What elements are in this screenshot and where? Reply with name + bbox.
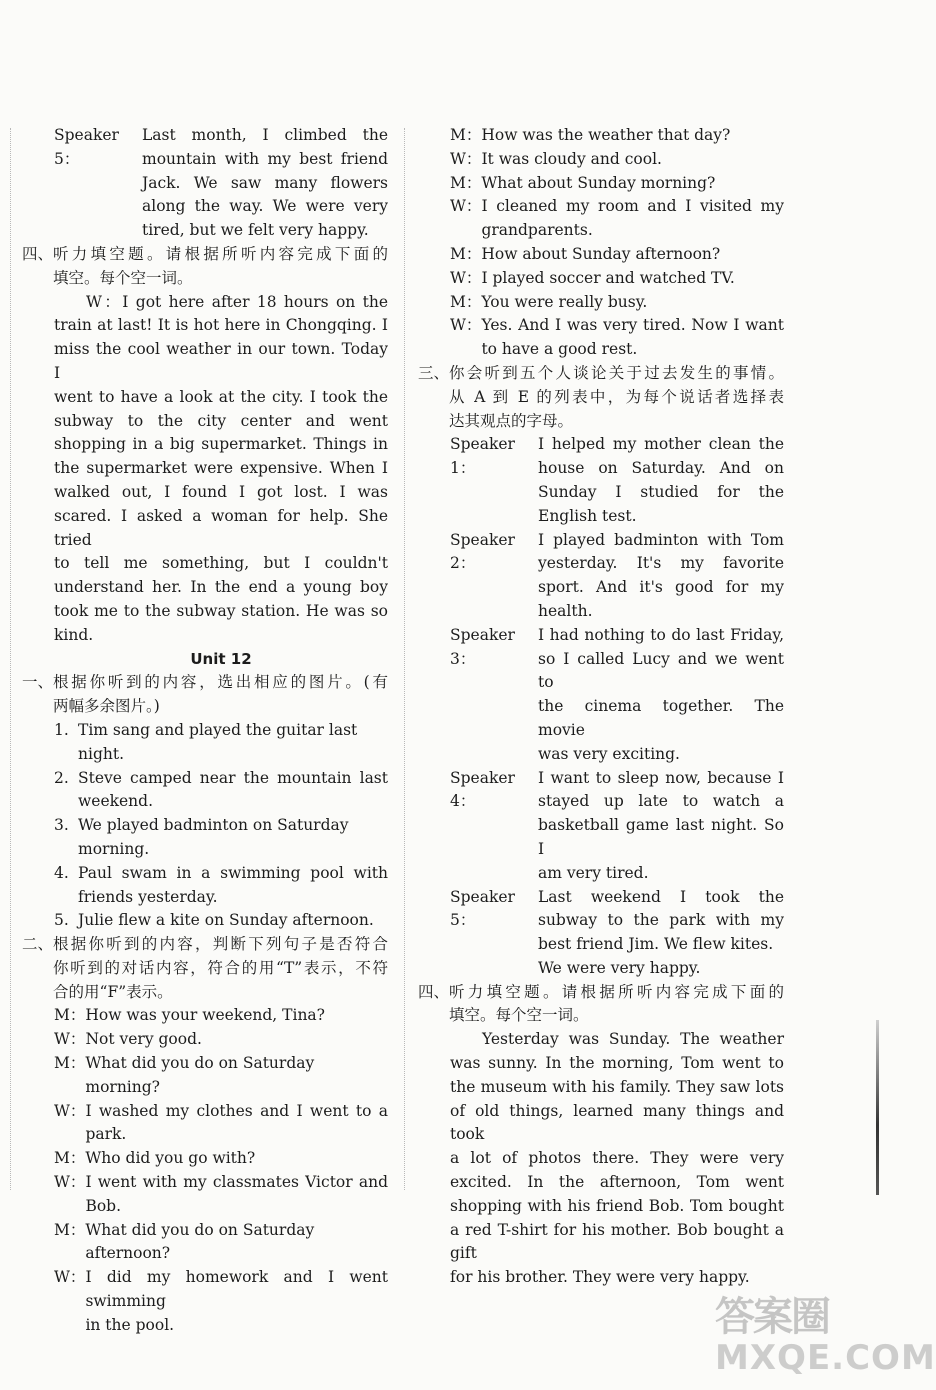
dialogue-line: M： What about Sunday morning? bbox=[450, 173, 716, 192]
dialogue-line: M： How was your weekend, Tina? bbox=[54, 1006, 325, 1025]
speaker-2-block: Speaker 2： I played badminton with Tom yesterday. It's my favorite sport. And it's good for my health. bbox=[450, 530, 784, 620]
page-edge-shadow bbox=[876, 1020, 879, 1195]
dialogue-line: W： I did my homework and I went swimming in the pool. bbox=[54, 1268, 388, 1334]
speaker-5-block bbox=[22, 124, 388, 243]
dialogue-line: M： Who did you go with? bbox=[54, 1149, 256, 1168]
passage-sunday: Yesterday was Sunday. The weather was sunny. In the morning, Tom went to the museum with his family. They saw lots of old things, learned many things and took a lot of photos there. They were very excited. In the afternoon, Tom went shopping with his friend Bob. Tom bought a red T-shirt for his mother. Bob bought a gift for his brother. They were very happy. bbox=[450, 1030, 784, 1287]
list-item: 5. Julie flew a kite on Sunday afternoon. bbox=[54, 911, 374, 930]
list-item: 1. Tim sang and played the guitar last night. bbox=[54, 720, 358, 763]
section-3-heading: 三、 你会听到五个人谈论关于过去发生的事情。 从 A 到 E 的列表中，为每个说话者选择表 达其观点的字母。 bbox=[418, 363, 784, 430]
left-column bbox=[22, 124, 388, 1338]
dialogue-line: M： How was the weather that day? bbox=[450, 126, 731, 144]
dialogue-line: W： I played soccer and watched TV. bbox=[450, 268, 735, 287]
passage-chongqing: W：I got here after 18 hours on the train at last! It is hot here in Chongqing. I miss the cool weather in our town. Today I went to have a look at the city. I took the subway to the city center and went shopping in a big supermarket. Things in the supermarket were expensive. When I walked out, I found I got lost. I was scared. I asked a woman for help. She tried to tell me something, but I couldn't understand her. In the end a young boy took me to the subway station. He was so kind. bbox=[54, 292, 388, 644]
dialogue-line: M： You were really busy. bbox=[450, 292, 648, 311]
speaker-label: Speaker 5： bbox=[54, 126, 119, 168]
dialogue-line: W： It was cloudy and cool. bbox=[450, 149, 662, 168]
speaker-3-block: Speaker 3： I had nothing to do last Friday, so I called Lucy and we went to the cinema together. The movie was very exciting. bbox=[450, 625, 784, 763]
dialogue-line: W： I went with my classmates Victor and Bob. bbox=[54, 1173, 388, 1215]
speaker-1-block: Speaker 1： I helped my mother clean the house on Saturday. And on Sunday I studied for the English test. bbox=[450, 435, 784, 525]
list-item: 3. We played badminton on Saturday morning. bbox=[54, 816, 349, 858]
section-2-heading: 二、 根据你听到的内容，判断下列句子是否符合 你听到的对话内容，符合的用“T”表示，不符 合的用“F”表示。 bbox=[22, 935, 388, 1001]
section-4-heading: 四、 听力填空题。请根据所听内容完成下面的 填空。每个空一词。 bbox=[22, 244, 388, 287]
dialogue-line: M： What did you do on Saturday afternoon? bbox=[54, 1220, 315, 1263]
left-dotted-divider bbox=[10, 128, 11, 1190]
dialogue-line: M： What did you do on Saturday morning? bbox=[54, 1054, 315, 1096]
right-column bbox=[418, 124, 784, 1290]
speaker-4-block: Speaker 4： I want to sleep now, because I stayed up late to watch a basketball game last night. So I am very tired. bbox=[450, 768, 784, 882]
dialogue-line: W： Not very good. bbox=[54, 1030, 202, 1049]
dialogue-line: M： How about Sunday afternoon? bbox=[450, 244, 721, 263]
speaker-5-block: Speaker 5： Last weekend I took the subway to the park with my best friend Jim. We flew kites. We were very happy. bbox=[450, 887, 784, 977]
section-4-heading-right: 四、 听力填空题。请根据所听内容完成下面的 填空。每个空一词。 bbox=[418, 982, 784, 1025]
dialogue-line: W： I cleaned my room and I visited my grandparents. bbox=[450, 197, 784, 240]
watermark-logo: 答案圈 MXQE.COM bbox=[715, 1294, 936, 1378]
list-item: 4. Paul swam in a swimming pool with friends yesterday. bbox=[54, 863, 388, 906]
speaker-text: Last month, I climbed the mountain with my best friend Jack. We saw many flowers along the way. We were very tired, but we felt very happy. bbox=[142, 126, 388, 240]
list-item: 2. Steve camped near the mountain last weekend. bbox=[54, 768, 388, 811]
section-1-heading: 一、 根据你听到的内容，选出相应的图片。(有 两幅多余图片。) bbox=[22, 673, 388, 716]
dialogue-line: W： Yes. And I was very tired. Now I want to have a good rest. bbox=[450, 316, 784, 359]
dialogue-line: W： I washed my clothes and I went to a park. bbox=[54, 1101, 388, 1144]
unit-title: Unit 12 bbox=[190, 649, 252, 668]
center-dotted-divider bbox=[404, 128, 405, 1190]
